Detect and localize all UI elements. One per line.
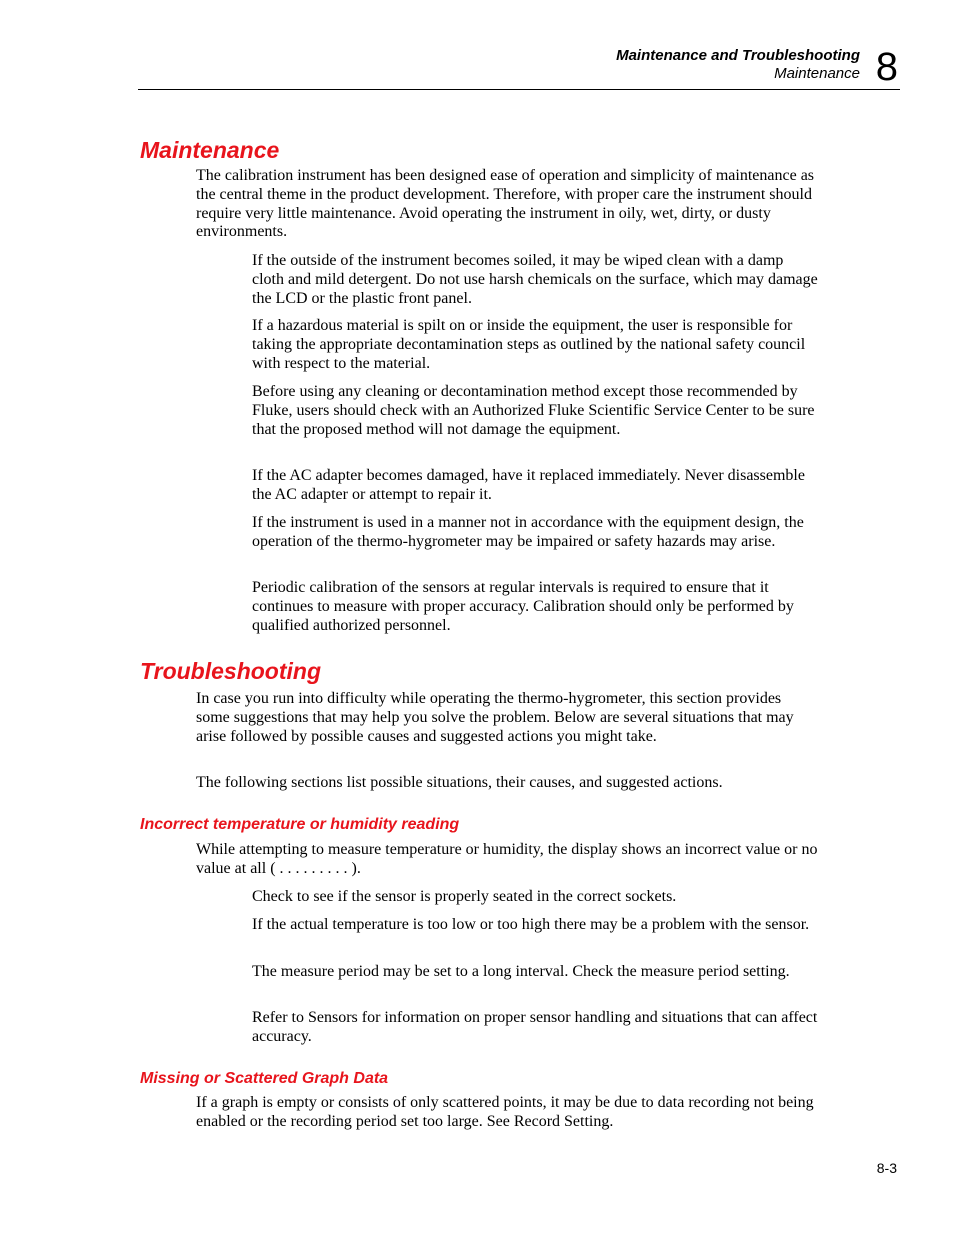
chapter-number: 8 — [875, 45, 898, 89]
incorrect-reading-item-1: Check to see if the sensor is properly seated in the correct sockets. — [252, 888, 677, 905]
running-header — [616, 47, 860, 83]
missing-data-text: If a graph is empty or consists of only scattered points, it may be due to data recording not being enabled or the recording period set too large. See Record Setting. — [196, 1094, 814, 1130]
incorrect-reading-item-4: Refer to Sensors for information on proper sensor handling and situations that can affect accuracy. — [252, 1009, 818, 1045]
header-rule — [138, 89, 900, 90]
maintenance-item-5: If the instrument is used in a manner not in accordance with the equipment design, the operation of the thermo-hygrometer may be impaired or safety hazards may arise. — [252, 514, 804, 550]
incorrect-reading-intro: While attempting to measure temperature or humidity, the display shows an incorrect value or no value at all ( . . . . . . . . . ). — [196, 841, 818, 877]
missing-data-heading: Missing or Scattered Graph Data — [140, 1070, 389, 1087]
incorrect-reading-heading: Incorrect temperature or humidity reading — [140, 816, 460, 833]
maintenance-item-3: Before using any cleaning or decontamination method except those recommended by Fluke, users should check with an Authorized Fluke Scientific Service Center to be sure that the proposed method will not damage the equipment. — [252, 383, 815, 438]
incorrect-reading-item-3: The measure period may be set to a long interval. Check the measure period setting. — [252, 963, 790, 980]
incorrect-reading-item-2: If the actual temperature is too low or too high there may be a problem with the sensor. — [252, 916, 810, 933]
troubleshooting-intro: In case you run into difficulty while operating the thermo-hygrometer, this section provides some suggestions that may help you solve the problem. Below are several situations that may arise followed by possible causes and suggested actions you might take. — [196, 690, 794, 745]
maintenance-item-4: If the AC adapter becomes damaged, have it replaced immediately. Never disassemble the AC adapter or attempt to repair it. — [252, 467, 805, 503]
maintenance-item-2: If a hazardous material is spilt on or inside the equipment, the user is responsible for taking the appropriate decontamination steps as outlined by the national safety council with respect to the material. — [252, 317, 806, 372]
maintenance-item-6: Periodic calibration of the sensors at regular intervals is required to ensure that it continues to measure with proper accuracy. Calibration should only be performed by qualified authorized personnel. — [252, 579, 794, 634]
maintenance-item-1: If the outside of the instrument becomes soiled, it may be wiped clean with a damp cloth and mild detergent. Do not use harsh chemicals on the surface, which may damage the LCD or the plastic front panel. — [252, 252, 818, 307]
page-number: 8-3 — [876, 1160, 897, 1176]
troubleshooting-heading: Troubleshooting — [140, 658, 322, 684]
maintenance-heading: Maintenance — [140, 137, 280, 163]
chapter-title: Maintenance and Troubleshooting — [616, 47, 860, 64]
maintenance-intro: The calibration instrument has been designed ease of operation and simplicity of maintenance as the central theme in the product development. Therefore, with proper care the instrument should require very little maintenance. Avoid operating the instrument in oily, wet, dirty, or dusty environments. — [196, 167, 815, 241]
troubleshooting-intro-2: The following sections list possible situations, their causes, and suggested actions. — [196, 774, 723, 791]
section-title: Maintenance — [774, 65, 860, 82]
